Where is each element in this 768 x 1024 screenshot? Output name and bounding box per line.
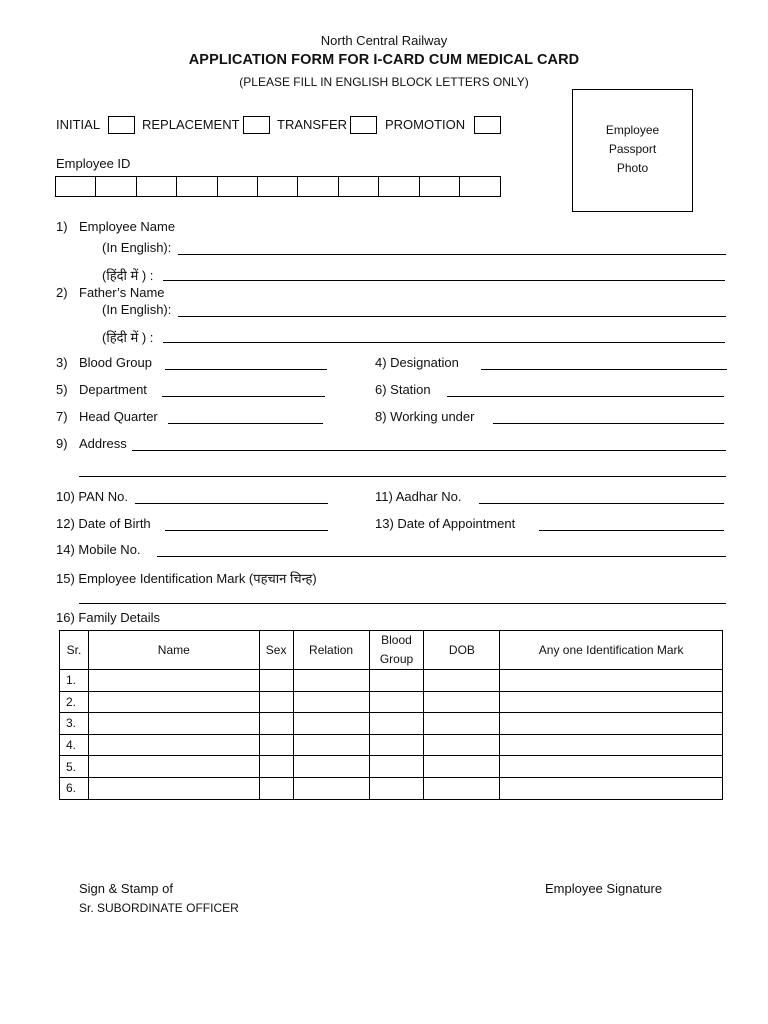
employee-id-cell[interactable] — [420, 177, 460, 196]
cell-identification-mark[interactable] — [500, 734, 723, 756]
head-quarter-line[interactable] — [168, 423, 323, 424]
cell-blood-group[interactable] — [369, 734, 424, 756]
station-line[interactable] — [447, 396, 724, 397]
date-of-appointment-line[interactable] — [539, 530, 724, 531]
column-header-sr: Sr. — [60, 631, 89, 670]
designation-line[interactable] — [481, 369, 727, 370]
cell-sex[interactable] — [259, 756, 293, 778]
identification-mark-line[interactable] — [79, 603, 726, 604]
column-header-name: Name — [88, 631, 259, 670]
field-2-number: 2) — [56, 285, 68, 300]
address-line-1[interactable] — [132, 450, 726, 451]
address-line-2[interactable] — [79, 476, 726, 477]
cell-identification-mark[interactable] — [500, 670, 723, 692]
blood-group-label: Blood Group — [79, 355, 152, 370]
employee-id-grid[interactable] — [55, 176, 501, 197]
column-header-dob: DOB — [424, 631, 500, 670]
field-7-number: 7) — [56, 409, 68, 424]
fathers-name-hindi-line[interactable] — [163, 342, 725, 343]
cell-sex[interactable] — [259, 777, 293, 799]
pan-label: 10) PAN No. — [56, 489, 129, 504]
blood-group-line[interactable] — [165, 369, 327, 370]
row-serial: 2. — [60, 691, 89, 713]
column-header-identification-mark: Any one Identification Mark — [500, 631, 723, 670]
cell-name[interactable] — [88, 691, 259, 713]
field-5-number: 5) — [56, 382, 68, 397]
table-row — [60, 670, 723, 692]
cell-sex[interactable] — [259, 713, 293, 735]
employee-id-cell[interactable] — [177, 177, 217, 196]
form-instruction: (PLEASE FILL IN ENGLISH BLOCK LETTERS ONLY) — [239, 75, 529, 89]
passport-photo-box[interactable] — [572, 89, 693, 212]
cell-relation[interactable] — [293, 713, 369, 735]
cell-identification-mark[interactable] — [500, 691, 723, 713]
cell-sex[interactable] — [259, 691, 293, 713]
option-transfer-checkbox[interactable] — [350, 116, 377, 134]
employee-id-cell[interactable] — [258, 177, 298, 196]
cell-name[interactable] — [88, 734, 259, 756]
table-row — [60, 734, 723, 756]
fathers-name-label: Father’s Name — [79, 285, 165, 300]
cell-relation[interactable] — [293, 734, 369, 756]
cell-blood-group[interactable] — [369, 756, 424, 778]
cell-sex[interactable] — [259, 670, 293, 692]
photo-box-line2: Passport — [608, 142, 657, 156]
table-row — [60, 777, 723, 799]
option-replacement-checkbox[interactable] — [243, 116, 270, 134]
employee-id-cell[interactable] — [379, 177, 419, 196]
option-promotion-label: PROMOTION — [385, 117, 466, 132]
date-of-birth-line[interactable] — [165, 530, 328, 531]
department-label: Department — [79, 382, 147, 397]
date-of-birth-label: 12) Date of Birth — [56, 516, 151, 531]
column-header-relation: Relation — [293, 631, 369, 670]
employee-id-cell[interactable] — [137, 177, 177, 196]
head-quarter-label: Head Quarter — [79, 409, 158, 424]
row-serial: 3. — [60, 713, 89, 735]
employee-id-cell[interactable] — [96, 177, 136, 196]
table-row — [60, 713, 723, 735]
row-serial: 1. — [60, 670, 89, 692]
officer-sign-label: Sign & Stamp of — [79, 881, 173, 896]
family-details-table — [59, 630, 723, 800]
designation-label: 4) Designation — [375, 355, 459, 370]
department-line[interactable] — [162, 396, 325, 397]
table-row — [60, 691, 723, 713]
employee-id-cell[interactable] — [218, 177, 258, 196]
employee-name-hindi-label: (हिंदी में ) : — [102, 268, 154, 283]
row-serial: 4. — [60, 734, 89, 756]
cell-relation[interactable] — [293, 756, 369, 778]
column-header-sex: Sex — [259, 631, 293, 670]
station-label: 6) Station — [375, 382, 431, 397]
field-1-number: 1) — [56, 219, 68, 234]
cell-dob[interactable] — [424, 777, 500, 799]
cell-blood-group[interactable] — [369, 691, 424, 713]
cell-name[interactable] — [88, 756, 259, 778]
employee-signature-label: Employee Signature — [545, 881, 663, 896]
fathers-name-english-label: (In English): — [102, 302, 172, 317]
cell-dob[interactable] — [424, 756, 500, 778]
photo-box-line1: Employee — [605, 123, 660, 137]
identification-mark-label: 15) Employee Identification Mark (पहचान चिन्ह) — [56, 571, 317, 586]
organization-name: North Central Railway — [320, 33, 448, 48]
aadhar-line[interactable] — [479, 503, 724, 504]
cell-relation[interactable] — [293, 691, 369, 713]
officer-designation-label: Sr. SUBORDINATE OFFICER — [79, 901, 239, 915]
fathers-name-hindi-label: (हिंदी में ) : — [102, 330, 154, 345]
cell-dob[interactable] — [424, 713, 500, 735]
cell-identification-mark[interactable] — [500, 777, 723, 799]
table-row — [60, 756, 723, 778]
option-transfer-label: TRANSFER — [277, 117, 348, 132]
employee-id-cell[interactable] — [56, 177, 96, 196]
fathers-name-english-line[interactable] — [178, 316, 726, 317]
employee-name-label: Employee Name — [79, 219, 176, 234]
cell-relation[interactable] — [293, 777, 369, 799]
option-initial-checkbox[interactable] — [108, 116, 135, 134]
employee-id-label: Employee ID — [56, 156, 131, 171]
cell-name[interactable] — [88, 713, 259, 735]
field-3-number: 3) — [56, 355, 68, 370]
cell-dob[interactable] — [424, 734, 500, 756]
option-promotion-checkbox[interactable] — [474, 116, 501, 134]
field-9-number: 9) — [56, 436, 68, 451]
cell-identification-mark[interactable] — [500, 713, 723, 735]
row-serial: 5. — [60, 756, 89, 778]
cell-blood-group[interactable] — [369, 670, 424, 692]
cell-blood-group[interactable] — [369, 713, 424, 735]
working-under-line[interactable] — [493, 423, 724, 424]
aadhar-label: 11) Aadhar No. — [375, 489, 462, 504]
employee-id-cell[interactable] — [298, 177, 338, 196]
employee-name-english-line[interactable] — [178, 254, 726, 255]
employee-id-cell[interactable] — [339, 177, 379, 196]
employee-id-cell[interactable] — [460, 177, 500, 196]
working-under-label: 8) Working under — [375, 409, 475, 424]
cell-dob[interactable] — [424, 691, 500, 713]
cell-name[interactable] — [88, 670, 259, 692]
table-header-row — [60, 631, 723, 670]
address-label: Address — [79, 436, 127, 451]
employee-name-hindi-line[interactable] — [163, 280, 725, 281]
pan-line[interactable] — [135, 503, 328, 504]
cell-relation[interactable] — [293, 670, 369, 692]
cell-identification-mark[interactable] — [500, 756, 723, 778]
cell-dob[interactable] — [424, 670, 500, 692]
option-initial-label: INITIAL — [56, 117, 101, 132]
cell-sex[interactable] — [259, 734, 293, 756]
date-of-appointment-label: 13) Date of Appointment — [375, 516, 516, 531]
cell-blood-group[interactable] — [369, 777, 424, 799]
mobile-label: 14) Mobile No. — [56, 542, 141, 557]
photo-box-line3: Photo — [616, 161, 649, 175]
form-title: APPLICATION FORM FOR I-CARD CUM MEDICAL CARD — [188, 52, 580, 68]
family-details-label: 16) Family Details — [56, 610, 161, 625]
row-serial: 6. — [60, 777, 89, 799]
employee-name-english-label: (In English): — [102, 240, 172, 255]
cell-name[interactable] — [88, 777, 259, 799]
mobile-line[interactable] — [157, 556, 726, 557]
column-header-blood-group: Blood Group — [369, 631, 424, 670]
option-replacement-label: REPLACEMENT — [142, 117, 240, 132]
